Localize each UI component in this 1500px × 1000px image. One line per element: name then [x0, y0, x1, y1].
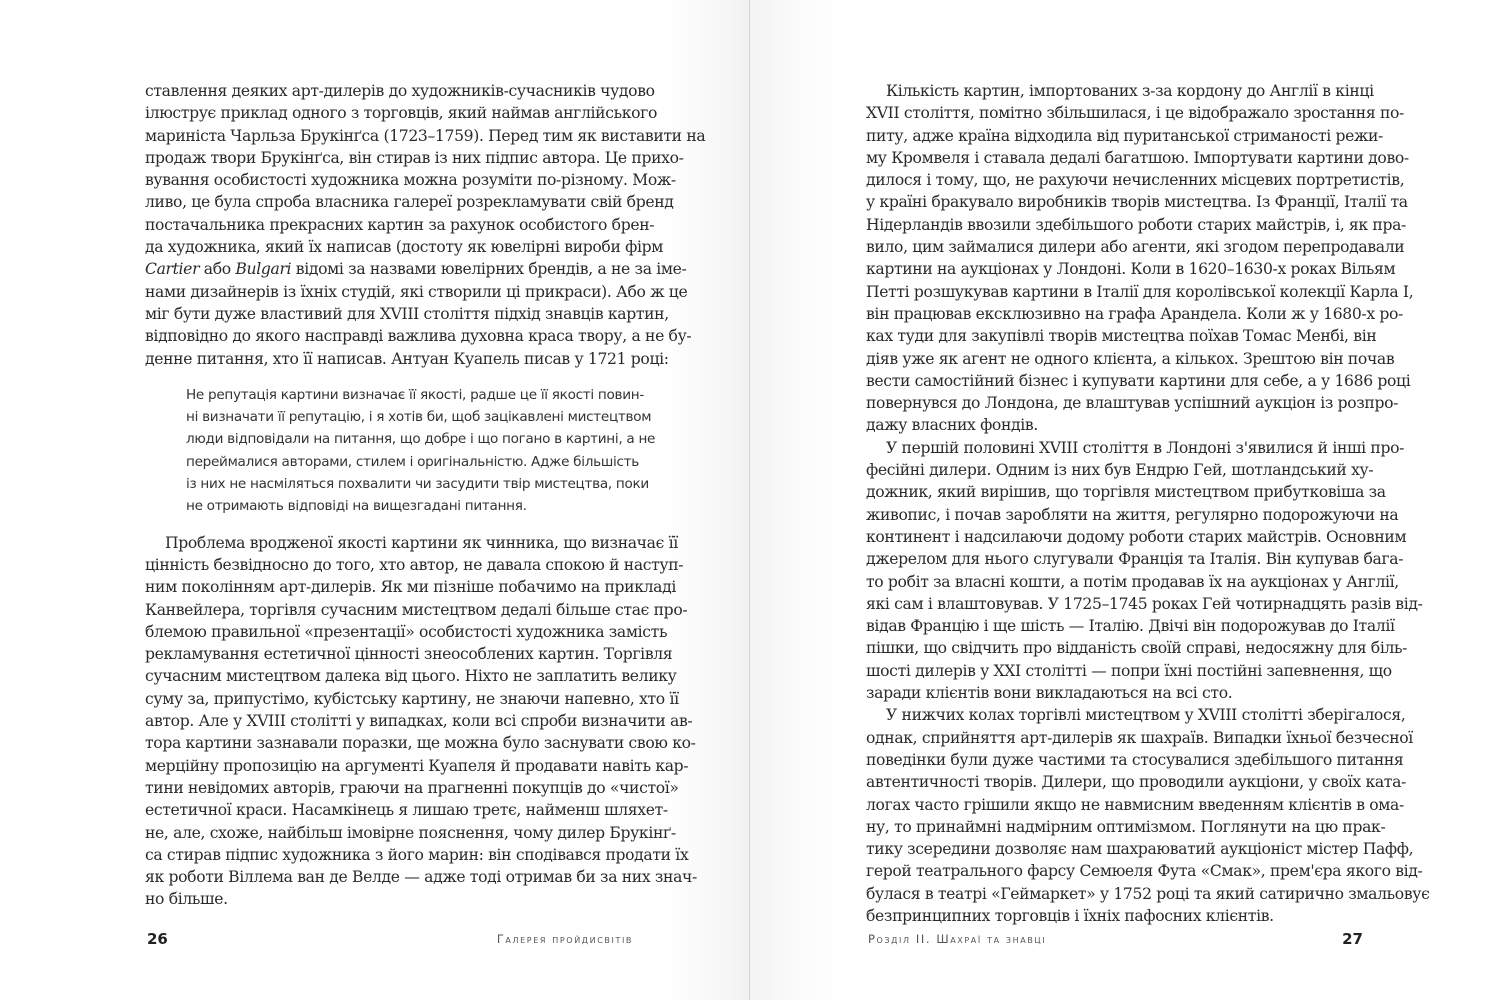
text-line: да художника, який їх написав (достоту як ювелірні вироби фірм [145, 238, 664, 257]
text-line: тора картини зазнавали поразки, ще можна було заснувати свою ко- [145, 734, 696, 753]
paragraph [866, 80, 1414, 437]
text-line: Проблема вродженої якості картини як чинника, що визначає її [165, 533, 678, 552]
text-line: но більше. [145, 890, 228, 909]
text-line: діяв уже як агент не одного клієнта, а кількох. Зрештою він почав [866, 349, 1395, 368]
text-line: продаж твори Брукінґса, він стирав із них підпис автора. Це прихо- [145, 148, 684, 167]
text-line: мерційну пропозицію на аргументі Куапеля й продавати навіть кар- [145, 756, 689, 775]
text-line: у країні бракувало виробників творів мистецтва. Із Франції, Італії та [866, 193, 1408, 212]
text-line: ним поколінням арт-дилерів. Як ми пізніше побачимо на прикладі [145, 578, 676, 597]
text-line: нами дизайнерів із їхніх студій, які створили ці прикраси). Або ж це [145, 282, 688, 301]
paragraph [145, 532, 697, 911]
text-line: дажу власних фондів. [866, 416, 1038, 435]
page-number: 26 [147, 930, 168, 948]
text-line: блемою правильної «презентації» особистості художника замість [145, 622, 668, 641]
quote-line: не отримають відповіді на вищезгадані питання. [186, 498, 527, 515]
text-line: му Кромвеля і ставала дедалі багатшою. Імпортувати картини дово- [866, 148, 1409, 167]
text-line: які сам і влаштовував. У 1725–1745 роках Гей чотирнадцять разів від- [866, 594, 1423, 613]
text-line: однак, сприйняття арт-дилерів як шахраїв. Випадки їхньої безчесної [866, 728, 1413, 747]
text-line: сучасним мистецтвом далека від цього. Ніхто не заплатить велику [145, 667, 677, 686]
block-quote [186, 384, 656, 518]
text-line: відповідно до якого насправді важлива духовна краса твору, а не бу- [145, 327, 692, 346]
text-line: ставлення деяких арт-дилерів до художників-сучасників чудово [145, 82, 655, 100]
text-line: картини на аукціонах у Лондоні. Коли в 1620–1630-х роках Вільям [866, 260, 1396, 279]
running-head-book-title: Галерея пройдисвітів [496, 932, 633, 946]
quote-line: із них не насміляться похвалити чи засудити твір мистецтва, поки [186, 476, 649, 493]
text-line: Нідерландів ввозили здебільшого роботи старих майстрів, і, як пра- [866, 215, 1406, 234]
text-line: XVII століття, помітно збільшилася, і це відображало зростання по- [866, 104, 1404, 123]
page-number: 27 [1342, 930, 1363, 948]
text-line: суму за, припустімо, кубістську картину, не знаючи напевно, хто її [145, 689, 679, 708]
text-line: живопис, і почав заробляти на життя, регулярно подорожуючи на [866, 505, 1399, 524]
text-line: У нижчих колах торгівлі мистецтвом у XVIII столітті зберігалося, [886, 706, 1406, 725]
text-line: заради клієнтів вони викладаються на всі сто. [866, 684, 1233, 703]
paragraph [145, 80, 706, 370]
text-line: вести самостійний бізнес і купувати картини для себе, а у 1686 році [866, 371, 1411, 390]
text-line: вування особистості художника можна розуміти по-різному. Мож- [145, 171, 676, 190]
text-line: цінність безвідносно до того, хто автор, не давала спокою й наступ- [145, 555, 684, 574]
text-line: Петті розшукував картини в Італії для королівської колекції Карла І, [866, 282, 1414, 301]
quote-line: Не репутація картини визначає її якості, радше це її якості повин- [186, 386, 644, 403]
quote-line: люди відповідали на питання, що добре і що погано в картині, а не [186, 431, 656, 448]
text-line: логах часто грішили якщо не навмисним введенням клієнтів в ома- [866, 795, 1404, 814]
text-line: денне питання, хто її написав. Антуан Куапель писав у 1721 році: [145, 349, 669, 368]
text-line: Кількість картин, імпортованих з-за кордону до Англії в кінці [886, 82, 1374, 100]
left-page-body [145, 80, 706, 911]
text-line: ілюструє приклад одного з торговців, який наймав англійського [145, 104, 658, 123]
text-line: повернувся до Лондона, де влаштував успішний аукціон із розпро- [866, 394, 1399, 413]
text-line: ливо, це була спроба власника галереї розрекламувати свій бренд [145, 193, 674, 212]
text-line: питу, адже країна відходила від пуританської стриманості режи- [866, 126, 1383, 145]
text-line: пішки, що свідчить про відданість своїй справі, недосяжну для біль- [866, 639, 1408, 658]
right-page [750, 0, 1500, 1000]
quote-line: переймалися авторами, стилем і оригінальністю. Адже більшість [186, 453, 639, 470]
text-fragment: або [199, 260, 236, 279]
right-page-body [866, 80, 1430, 927]
text-line: він працював ексклюзивно на графа Арандела. Коли ж у 1680-х ро- [866, 304, 1403, 323]
text-line: ну, то принаймні надмірним оптимізмом. Поглянути на цю прак- [866, 817, 1386, 836]
text-line: то робіт за власні кошти, а потім продавав їх на аукціонах у Англії, [866, 572, 1399, 591]
text-line: тини невідомих авторів, граючи на прагненні покупців до «чистої» [145, 778, 679, 797]
brand-name: Cartier [145, 260, 200, 279]
text-line: булася в театрі «Геймаркет» у 1752 році та який сатирично змальовує [866, 884, 1430, 903]
paragraph [866, 704, 1430, 927]
text-line: тику зсередини дозволяє нам шахраюватий аукціоніст містер Пафф, [866, 840, 1414, 859]
text-line: мариніста Чарльза Брукінґса (1723–1759). Перед тим як виставити на [145, 126, 706, 145]
text-line: шості дилерів у XXI столітті — попри їхні постійні запевнення, що [866, 661, 1392, 680]
text-line: континент і надсилаючи додому роботи старих майстрів. Основним [866, 527, 1407, 546]
text-line: ках туди для закупівлі творів мистецтва поїхав Томас Менбі, він [866, 327, 1377, 346]
text-line: Канвейлера, торгівля сучасним мистецтвом дедалі більше стає про- [145, 600, 688, 619]
text-line: У першій половині XVIII століття в Лондоні з'явилися й інші про- [886, 438, 1405, 457]
text-line: відав Францію і ще шість — Італію. Двічі він подорожував до Італії [866, 617, 1395, 636]
text-line: герой театрального фарсу Семюеля Фута «Смак», прем'єра якого від- [866, 862, 1423, 881]
text-line: вило, цим займалися дилери або агенти, які згодом перепродавали [866, 238, 1405, 257]
text-line: як роботи Віллема ван де Велде — адже тоді отримав би за них знач- [145, 868, 697, 887]
text-line: джерелом для нього слугували Франція та Італія. Він купував бага- [866, 550, 1404, 569]
text-line: фесійні дилери. Одним із них був Ендрю Гей, шотландський ху- [866, 461, 1374, 480]
text-line: естетичної краси. Насамкінець я лишаю третє, найменш шляхет- [145, 801, 668, 820]
text-line: са стирав підпис художника з його марин: він сподівався продати їх [145, 845, 689, 864]
text-fragment: відомі за назвами ювелірних брендів, а не за іме- [291, 260, 687, 279]
quote-line: ні визначати її репутацію, і я хотів би, щоб зацікавлені мистецтвом [186, 409, 652, 426]
paragraph [866, 437, 1423, 705]
text-line [145, 258, 687, 280]
text-line: автор. Але у XVIII столітті у випадках, коли всі спроби визначити ав- [145, 712, 693, 731]
text-line: постачальника прекрасних картин за рахунок особистого брен- [145, 215, 655, 234]
text-line: дожник, який вирішив, що торгівля мистецтвом прибутковіша за [866, 483, 1386, 502]
text-line: міг бути дуже властивий для XVIII століття підхід знавців картин, [145, 304, 669, 323]
text-line: не, але, схоже, найбільш імовірне пояснення, чому дилер Брукінґ- [145, 823, 676, 842]
running-head-chapter-title: Розділ ІІ. Шахраї та знавці [868, 932, 1047, 946]
text-line: рекламування естетичної цінності знеособлених картин. Торгівля [145, 645, 673, 664]
text-line: автентичності творів. Дилери, що проводили аукціони, у своїх ката- [866, 773, 1406, 792]
brand-name: Bulgari [235, 260, 292, 279]
text-line: поведінки були дуже частими та стосувалися здебільшого питання [866, 750, 1404, 769]
text-line: безпринципних торговців і їхніх пафосних клієнтів. [866, 906, 1274, 925]
text-line: дилося і тому, що, не рахуючи нечисленних місцевих портретистів, [866, 171, 1405, 190]
